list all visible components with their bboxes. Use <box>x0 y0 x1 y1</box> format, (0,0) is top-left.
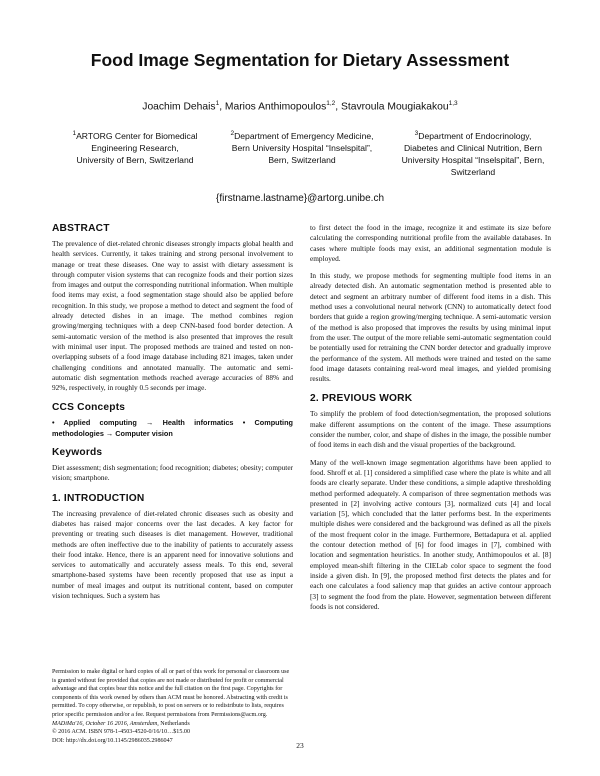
author-separator: , <box>335 101 342 113</box>
affiliation-line: Department of Emergency Medicine, <box>234 130 374 141</box>
author-sup: 1,2 <box>326 100 336 107</box>
introduction-text: The increasing prevalence of diet-related chronic diseases such as obesity and diabetes has raised major concerns over the last decades. A key factor for preventing or treating such diseases is diet management. However, traditional methods are often ineffective due to the inability of patients to accurately assess their food intake. Hence, there is an apparent need for innovative solutions and services to automatically and accurately assess meals. To this end, several smartphone-based systems have been recently proposed that use as input a number of meal images and output its nutritional content, based on computer vision techniques. Such a system has <box>52 508 293 601</box>
copyright-footnote <box>52 668 293 745</box>
affiliation-line: University Hospital “Inselspital”, Bern, <box>401 154 545 165</box>
abstract-heading: ABSTRACT <box>52 223 110 234</box>
right-column <box>310 223 551 619</box>
affiliation-sup: 2 <box>230 130 235 137</box>
page-number: 23 <box>296 741 304 750</box>
left-column <box>52 223 293 608</box>
author-sup: 1,3 <box>448 100 458 107</box>
affiliation-line: ARTORG Center for Biomedical <box>76 130 198 141</box>
venue-line <box>52 720 293 729</box>
affiliation-1 <box>60 128 210 166</box>
affiliation-line: Switzerland <box>450 166 496 177</box>
affiliation-line: University of Bern, Switzerland <box>76 154 194 165</box>
doi-line: DOI: http://dx.doi.org/10.1145/2986035.2986047 <box>52 737 173 744</box>
author-name: Marios Anthimopoulos <box>224 101 327 113</box>
affiliation-sup: 1 <box>72 130 77 137</box>
author-separator: , <box>219 101 225 113</box>
affiliation-3 <box>387 128 559 178</box>
author-email: {firstname.lastname}@artorg.unibe.ch <box>215 193 385 204</box>
author-name: Stavroula Mougiakakou <box>341 101 449 113</box>
ccs-arrow: → <box>136 418 163 428</box>
introduction-continued: to first detect the food in the image, recognize it and estimate its size before calculating the corresponding nutritional profile from the available databases. In cases where multiple foods may exist, an additional segmentation module is employed. <box>310 223 551 263</box>
paper-title: Food Image Segmentation for Dietary Assessment <box>90 50 510 70</box>
ccs-concepts <box>52 418 293 439</box>
introduction-paragraph-2: In this study, we propose methods for segmenting multiple food items in an already detected dish. An automatic segmentation method is presented able to detect and segment an arbitrary number of different food items in a dish. This method uses a convolutional neural network (CNN) to automatically detect food borders that guide a region growing/merging technique. A semi-automatic version of the method is also proposed that improves the results by using minimal input from the user. The output of the more reliable semi-automatic segmentation could be potentially used for retraining the CNN border detector and gradually improve the performance of the system. All methods were trained and tested on the same food image datasets containing real-word meal images, and yielded promising results. <box>310 271 551 384</box>
keywords-heading: Keywords <box>52 447 103 459</box>
ccs-heading: CCS Concepts <box>52 402 126 414</box>
keywords-text: Diet assessment; dish segmentation; food recognition; diabetes; obesity; computer vision; smartphone. <box>52 463 293 483</box>
ccs-item: Computer vision <box>113 428 173 438</box>
ccs-item: • Applied computing <box>52 418 137 428</box>
author-list <box>0 100 600 112</box>
ccs-item: Health informatics <box>162 418 234 428</box>
author-sup: 1 <box>215 100 220 107</box>
introduction-heading: 1. INTRODUCTION <box>52 492 145 504</box>
ccs-arrow: → <box>103 428 114 438</box>
abstract-text: The prevalence of diet-related chronic diseases strongly impacts global health and health services. Currently, it takes training and strong personal involvement to manage or treat these diseases. One way to assist with dietary assessment is through computer vision systems that can recognize foods and their portion sizes from images and output the corresponding nutritional information. When multiple food items may exist, a food segmentation stage should also be applied before recognition. In this study, we propose a method to detect and segment the food of already detected dishes in an image. The method combines region growing/merging techniques with a deep CNN-based food border detection. A semi-automatic version of the method is also presented that improves the result with minimal user input. The proposed methods are trained and tested on non-overlapping subsets of a food image database including 821 images, taken under challenging conditions and annotated manually. The automatic and semi-automatic dish segmentation methods reached average accuracies of 88% and 92%, respectively, in roughly 0.5 seconds per image. <box>52 239 293 393</box>
affiliation-line: Bern, Switzerland <box>268 154 336 165</box>
affiliation-line: Engineering Research, <box>91 142 179 153</box>
previous-work-paragraph-1: To simplify the problem of food detection/segmentation, the proposed solutions make different assumptions on the content of the image. These assumptions consider the number, color, and shape of dishes in the image, the possible number of food items in each dish and the visual properties of the background. <box>310 409 551 450</box>
permission-notice: Permission to make digital or hard copies of all or part of this work for personal or classroom use is granted without fee provided that copies are not made or distributed for profit or commercial advantage and that copies bear this notice and the full citation on the first page. Copyrights for components of this work owned by others than ACM must be honored. Abstracting with credit is permitted. To copy otherwise, or republish, to post on servers or to redistribute to lists, requires prior specific permission and/or a fee. Request permissions from Permissions@acm.org. <box>52 669 290 718</box>
ccs-item: • Computing methodologies <box>52 418 293 438</box>
previous-work-heading: 2. PREVIOUS WORK <box>310 393 413 405</box>
venue-rest: Netherlands <box>160 720 190 727</box>
affiliation-line: Department of Endocrinology, <box>418 130 532 141</box>
author-name: Joachim Dehais <box>142 101 216 113</box>
previous-work-paragraph-2: Many of the well-known image segmentation algorithms have been applied to food. Shroff et al. [1] considered a simplified case where the plate is white and all foods are clearly separate. Under these conditions, a simple adaptive thresholding method performed adequately. A comparison of three segmentation methods was presented in [2] involving active contours [3], normalized cuts [4] and local variation [5], which concluded that the latter performs best. In the experiments multiple dishes were considered and the background was defined as all the pixels of the most frequent color in the image. Furthermore, Bettadapura et al. applied the contour detection method of [6] for food images in [7], combined with location and segmentation heuristics. In another study, Anthimopoulos et al. [8] employed mean-shift filtering in the CIELab color space to segment the food inside a given dish. In [9], the proposed method first detects the plates and for each one calculates a food saliency map that guides an active contour approach [3] to segment the food from the plate. However, segmentation between different foods is not considered. <box>310 457 551 611</box>
copyright-line: © 2016 ACM. ISBN 978-1-4503-4520-0/16/10…$15.00 <box>52 729 191 736</box>
venue-italic: MADiMa'16, October 16 2016, Amsterdam, <box>52 720 161 727</box>
affiliation-sup: 3 <box>414 130 419 137</box>
affiliation-2 <box>213 128 391 166</box>
affiliation-line: Diabetes and Clinical Nutrition, Bern <box>403 142 543 153</box>
affiliation-line: Bern University Hospital “Inselspital”, <box>231 142 373 153</box>
